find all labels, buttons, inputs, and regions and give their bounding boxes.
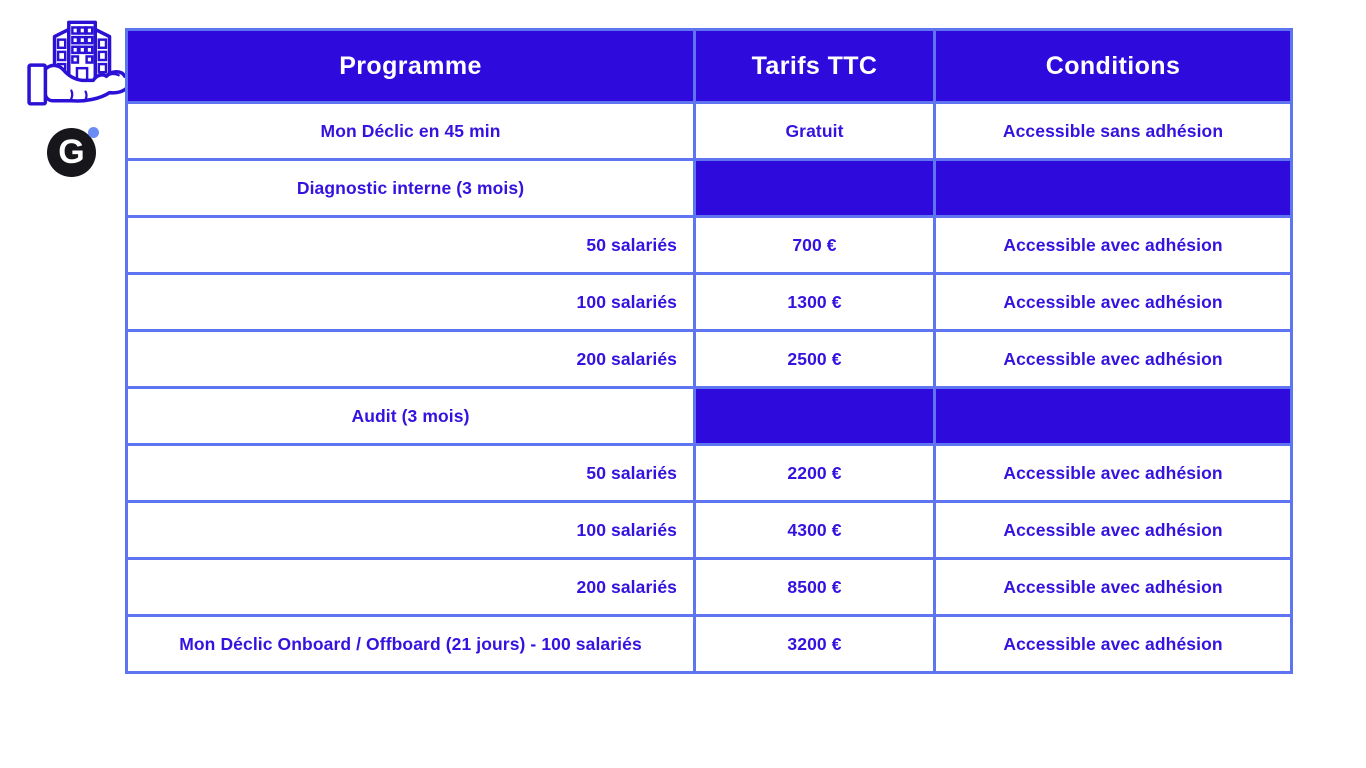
- cell-tarif: 2200 €: [695, 445, 935, 502]
- cell-conditions: Accessible sans adhésion: [935, 103, 1292, 160]
- cell-tarif: Gratuit: [695, 103, 935, 160]
- cell-tarif: 8500 €: [695, 559, 935, 616]
- cell-programme: Diagnostic interne (3 mois): [127, 160, 695, 217]
- cell-programme: Mon Déclic en 45 min: [127, 103, 695, 160]
- table-row: [127, 331, 1292, 388]
- table-row: [127, 217, 1292, 274]
- cell-conditions: [935, 388, 1292, 445]
- cell-conditions: Accessible avec adhésion: [935, 616, 1292, 673]
- cell-tarif: 4300 €: [695, 502, 935, 559]
- table-row: [127, 559, 1292, 616]
- cell-conditions: Accessible avec adhésion: [935, 502, 1292, 559]
- table-row: [127, 502, 1292, 559]
- g-logo-letter: G: [58, 132, 85, 171]
- g-logo: [47, 127, 99, 179]
- hand-holding-buildings-icon: [26, 8, 134, 110]
- cell-programme: 100 salariés: [127, 502, 695, 559]
- header-row: [127, 30, 1292, 103]
- table-row: [127, 160, 1292, 217]
- table-row: [127, 103, 1292, 160]
- cell-tarif: 700 €: [695, 217, 935, 274]
- cell-programme: Mon Déclic Onboard / Offboard (21 jours) - 100 salariés: [127, 616, 695, 673]
- cell-programme: 50 salariés: [127, 445, 695, 502]
- cell-tarif: [695, 160, 935, 217]
- g-logo-dot: [88, 127, 99, 138]
- cell-conditions: Accessible avec adhésion: [935, 559, 1292, 616]
- table-row: [127, 616, 1292, 673]
- cell-tarif: [695, 388, 935, 445]
- cell-programme: 100 salariés: [127, 274, 695, 331]
- column-header-conditions: Conditions: [935, 30, 1292, 103]
- cell-conditions: Accessible avec adhésion: [935, 217, 1292, 274]
- cell-conditions: Accessible avec adhésion: [935, 445, 1292, 502]
- column-header-programme: Programme: [127, 30, 695, 103]
- pricing-table: [125, 28, 1293, 674]
- cell-tarif: 2500 €: [695, 331, 935, 388]
- cell-programme: 50 salariés: [127, 217, 695, 274]
- cell-programme: 200 salariés: [127, 331, 695, 388]
- cell-conditions: Accessible avec adhésion: [935, 274, 1292, 331]
- cell-conditions: Accessible avec adhésion: [935, 331, 1292, 388]
- cell-tarif: 1300 €: [695, 274, 935, 331]
- cell-programme: 200 salariés: [127, 559, 695, 616]
- table-row: [127, 445, 1292, 502]
- cell-tarif: 3200 €: [695, 616, 935, 673]
- table-row: [127, 388, 1292, 445]
- pricing-rows: [127, 103, 1292, 673]
- column-header-tarifs: Tarifs TTC: [695, 30, 935, 103]
- table-row: [127, 274, 1292, 331]
- cell-programme: Audit (3 mois): [127, 388, 695, 445]
- cell-conditions: [935, 160, 1292, 217]
